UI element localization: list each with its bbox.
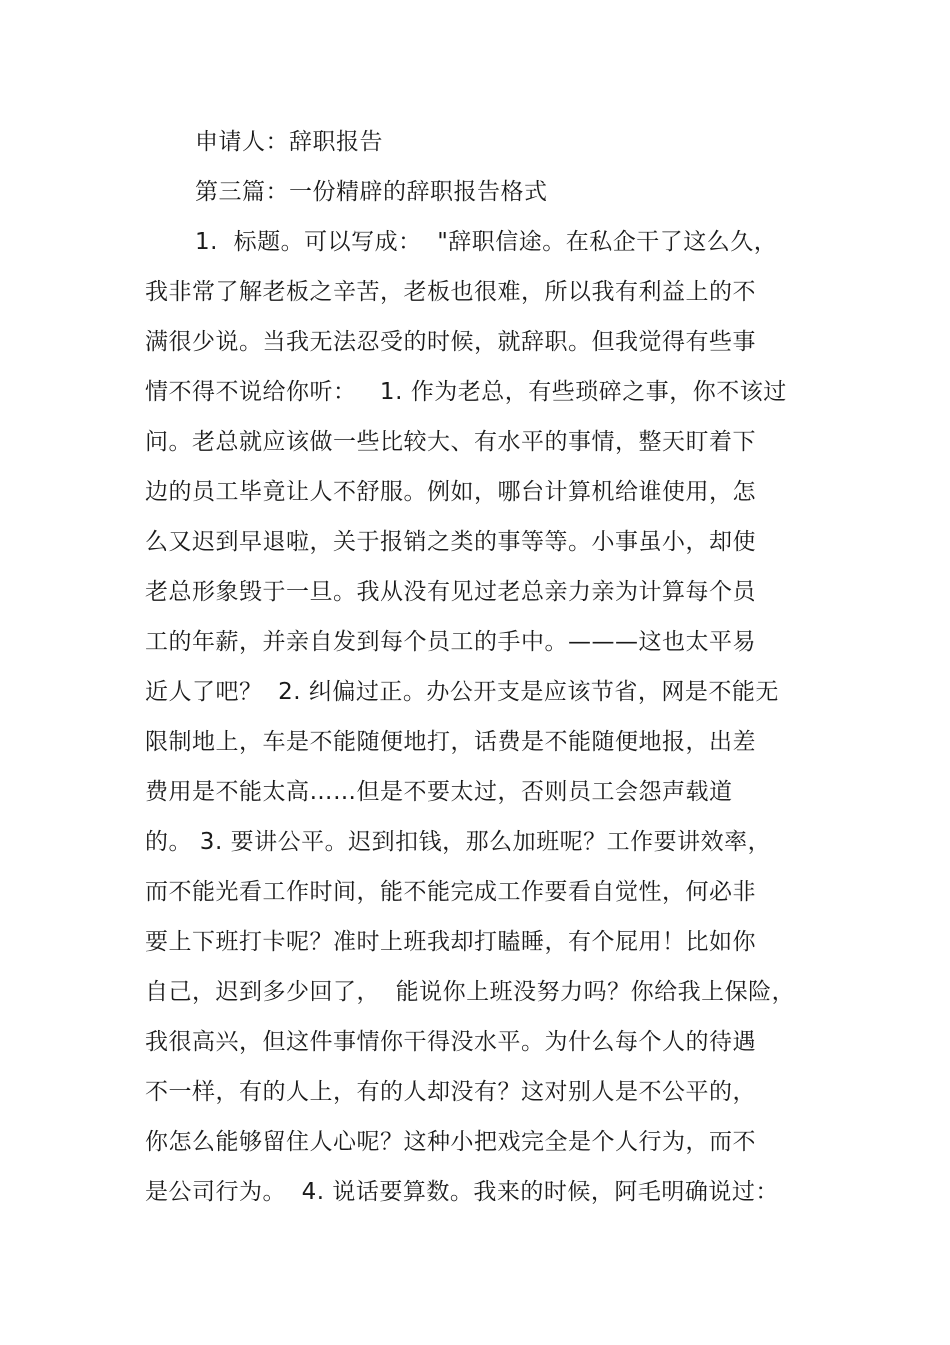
- paragraph-line: 么又迟到早退啦，关于报销之类的事等等。小事虽小，却使: [145, 529, 756, 555]
- paragraph-line: 你怎么能够留住人心呢？这种小把戏完全是个人行为，而不: [145, 1129, 756, 1155]
- paragraph-line: 工的年薪，并亲自发到每个员工的手中。———这也太平易: [145, 629, 756, 655]
- paragraph-line: 情不得不说给你听： 1. 作为老总，有些琐碎之事，你不该过: [145, 379, 787, 405]
- paragraph-line: 我很高兴，但这件事情你干得没水平。为什么每个人的待遇: [145, 1029, 756, 1055]
- paragraph-line: 的。 3. 要讲公平。迟到扣钱，那么加班呢？工作要讲效率，: [145, 829, 772, 855]
- paragraph-line: 费用是不能太高……但是不要太过，否则员工会怨声载道: [145, 779, 733, 805]
- paragraph-line: 要上下班打卡呢？准时上班我却打瞌睡，有个屁用！比如你: [145, 929, 756, 955]
- paragraph-line: 边的员工毕竟让人不舒服。例如，哪台计算机给谁使用，怎: [145, 479, 756, 505]
- paragraph-line: 自己，迟到多少回了， 能说你上班没努力吗？你给我上保险，: [145, 979, 796, 1005]
- paragraph-line: 问。老总就应该做一些比较大、有水平的事情，整天盯着下: [145, 429, 756, 455]
- section-title: 第三篇：一份精辟的辞职报告格式: [195, 179, 548, 205]
- paragraph-line: 我非常了解老板之辛苦，老板也很难，所以我有利益上的不: [145, 279, 756, 305]
- paragraph-line: 1. 标题。可以写成： "辞职信途。在私企干了这么久，: [195, 229, 778, 255]
- paragraph-line: 满很少说。当我无法忍受的时候，就辞职。但我觉得有些事: [145, 329, 756, 355]
- paragraph-line: 不一样，有的人上，有的人却没有？这对别人是不公平的，: [145, 1079, 756, 1105]
- paragraph-line: 限制地上，车是不能随便地打，话费是不能随便地报，出差: [145, 729, 756, 755]
- applicant-line: 申请人：辞职报告: [195, 129, 383, 155]
- paragraph-line: 是公司行为。 4. 说话要算数。我来的时候，阿毛明确说过：: [145, 1179, 779, 1205]
- paragraph-line: 而不能光看工作时间，能不能完成工作要看自觉性，何必非: [145, 879, 756, 905]
- paragraph-line: 老总形象毁于一旦。我从没有见过老总亲力亲为计算每个员: [145, 579, 756, 605]
- paragraph-line: 近人了吧？ 2. 纠偏过正。办公开支是应该节省，网是不能无: [145, 679, 779, 705]
